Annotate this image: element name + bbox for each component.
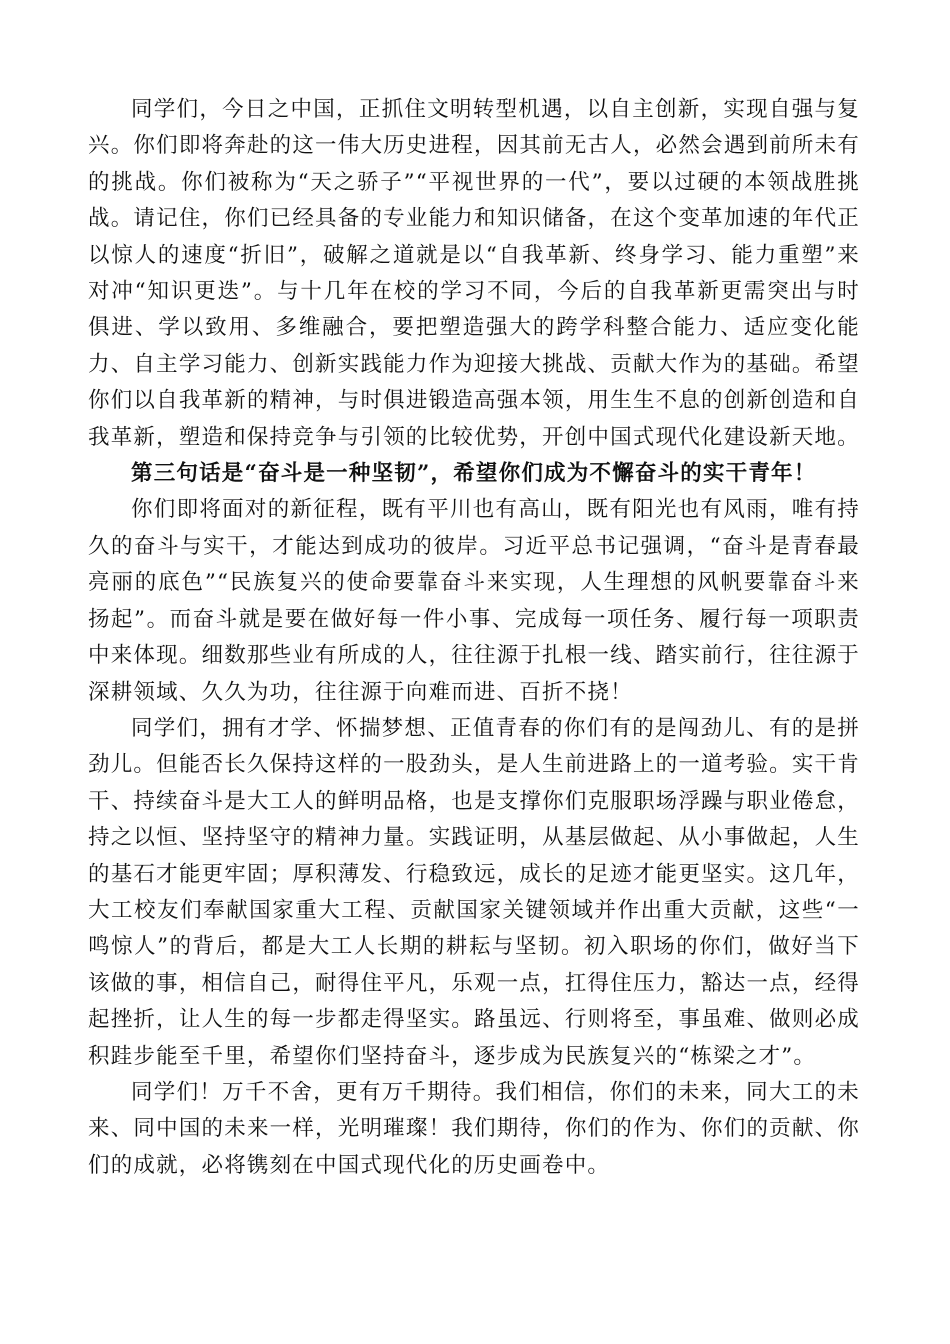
section-heading-struggle: 第三句话是“奋斗是一种坚韧”，希望你们成为不懈奋斗的实干青年！ <box>131 461 817 487</box>
paragraph-perseverance: 同学们，拥有才学、怀揣梦想、正值青春的你们有的是闯劲儿、有的是拼劲儿。但能否长久保持这样的一股劲头，是人生前进路上的一道考验。实干肯干、持续奋斗是大工人的鲜明品格，也是支撑你们克服职场浮躁与职业倦怠，持之以恒、坚持坚守的精神力量。实践证明，从基层做起、从小事做起，人生的基石才能更牢固；厚积薄发、行稳致远，成长的足迹才能更坚实。这几年，大工校友们奉献国家重大工程、贡献国家关键领域并作出重大贡献，这些“一鸣惊人”的背后，都是大工人长期的耕耘与坚韧。初入职场的你们，做好当下该做的事，相信自己，耐得住平凡，乐观一点，扛得住压力，豁达一点，经得起挫折，让人生的每一步都走得坚实。路虽远、行则将至，事虽难、做则必成积跬步能至千里，希望你们坚持奋斗，逐步成为民族复兴的“栋梁之才”。 <box>88 715 860 1069</box>
paragraph-new-journey: 你们即将面对的新征程，既有平川也有高山，既有阳光也有风雨，唯有持久的奋斗与实干，才能达到成功的彼岸。习近平总书记强调，“奋斗是青春最亮丽的底色”“民族复兴的使命要靠奋斗来实现，人生理想的风帆要靠奋斗来扬起”。而奋斗就是要在做好每一件小事、完成每一项任务、履行每一项职责中来体现。细数那些业有所成的人，往往源于扎根一线、踏实前行，往往源于深耕领域、久久为功，往往源于向难而进、百折不挠！ <box>88 497 860 705</box>
text-column <box>88 92 860 1184</box>
paragraph-innovation: 同学们，今日之中国，正抓住文明转型机遇，以自主创新，实现自强与复兴。你们即将奔赴的这一伟大历史进程，因其前无古人，必然会遇到前所未有的挑战。你们被称为“天之骄子”“平视世界的一代”，要以过硬的本领战胜挑战。请记住，你们已经具备的专业能力和知识储备，在这个变革加速的年代正以惊人的速度“折旧”，破解之道就是以“自我革新、终身学习、能力重塑”来对冲“知识更迭”。与十几年在校的学习不同，今后的自我革新更需突出与时俱进、学以致用、多维融合，要把塑造强大的跨学科整合能力、适应变化能力、自主学习能力、创新实践能力作为迎接大挑战、贡献大作为的基础。希望你们以自我革新的精神，与时俱进锻造高强本领，用生生不息的创新创造和自我革新，塑造和保持竞争与引领的比较优势，开创中国式现代化建设新天地。 <box>88 97 860 450</box>
paragraph-closing: 同学们！万千不舍，更有万千期待。我们相信，你们的未来，同大工的未来、同中国的未来一样，光明璀璨！我们期待，你们的作为、你们的贡献、你们的成就，必将镌刻在中国式现代化的历史画卷中。 <box>88 1079 860 1178</box>
